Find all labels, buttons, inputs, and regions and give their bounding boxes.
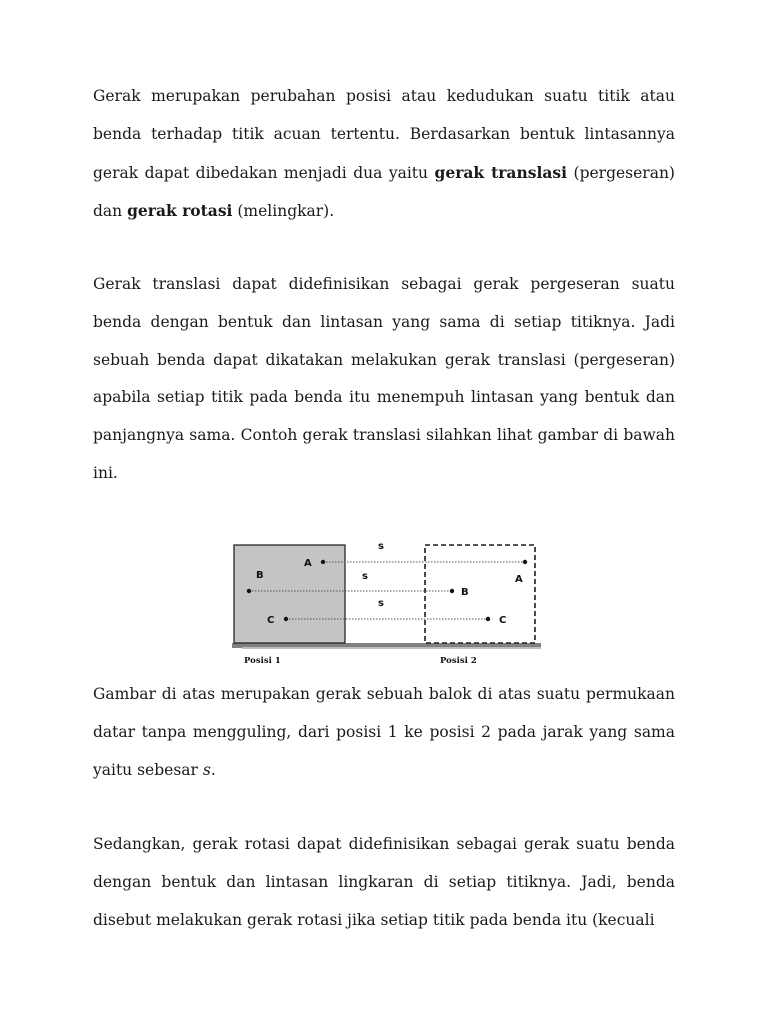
caption-posisi-1: Posisi 1 <box>244 656 281 666</box>
label-s-top: s <box>378 541 384 552</box>
label-c-start: C <box>267 615 275 626</box>
paragraph-figure-description: Gambar di atas merupakan gerak sebuah balok di atas suatu permukaan datar tanpa mengguling, dari posisi 1 ke posisi 2 pada jarak yang sama yaitu sebesar s. <box>93 685 675 779</box>
label-a-end: A <box>515 574 523 585</box>
term-gerak-rotasi: gerak rotasi <box>127 201 233 221</box>
translation-figure <box>232 536 544 668</box>
symbol-s: s <box>202 760 211 779</box>
point-a-end <box>523 560 527 564</box>
label-b-end: B <box>461 587 469 598</box>
caption-posisi-2: Posisi 2 <box>440 656 477 666</box>
point-a-start <box>321 560 325 564</box>
paragraph-rotasi: Sedangkan, gerak rotasi dapat didefinisikan sebagai gerak suatu benda dengan bentuk dan lintasan lingkaran di setiap titiknya. Jadi, benda disebut melakukan gerak rotasi jika setiap titik pada benda itu (kecuali <box>93 835 675 929</box>
label-s-middle: s <box>362 571 368 582</box>
point-c-start <box>284 617 288 621</box>
term-gerak-translasi: gerak translasi <box>434 162 568 182</box>
block-position-1 <box>234 545 345 643</box>
paragraph-intro: Gerak merupakan perubahan posisi atau kedudukan suatu titik atau benda terhadap titik acuan tertentu. Berdasarkan bentuk lintasannya gerak dapat dibedakan menjadi dua yaitu gerak translasi (pergeseran) dan gerak rotasi (melingkar). <box>93 87 675 221</box>
point-c-end <box>486 617 490 621</box>
label-a-start: A <box>304 558 312 569</box>
label-s-bottom: s <box>378 598 384 609</box>
point-b-start <box>247 589 251 593</box>
block-position-2 <box>425 545 535 643</box>
ground-shadow <box>242 647 541 649</box>
label-c-end: C <box>499 615 507 626</box>
label-b-start: B <box>256 570 264 581</box>
paragraph-translasi: Gerak translasi dapat didefinisikan sebagai gerak pergeseran suatu benda dengan bentuk dan lintasan yang sama di setiap titiknya. Jadi sebuah benda dapat dikatakan melakukan gerak translasi (pergeseran) apabila setiap titik pada benda itu menempuh lintasan yang bentuk dan panjangnya sama. Contoh gerak translasi silahkan lihat gambar di bawah ini. <box>93 275 675 482</box>
point-b-end <box>450 589 454 593</box>
